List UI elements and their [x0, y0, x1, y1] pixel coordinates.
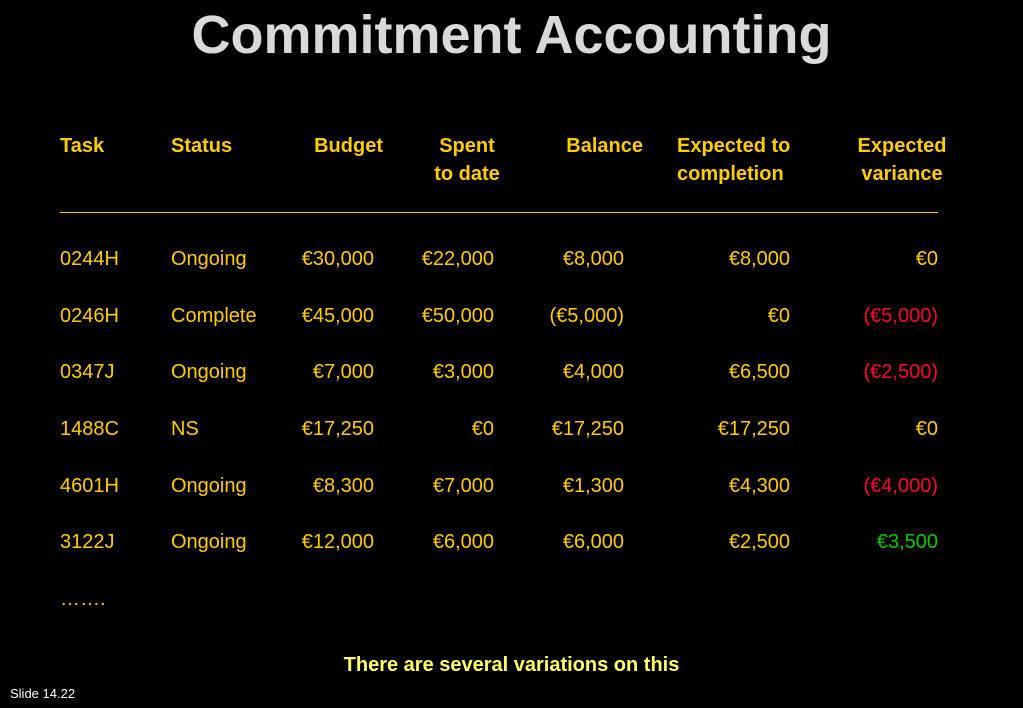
cell-expected-variance: (€4,000) — [863, 475, 938, 497]
header-expected-variance-line1: Expected — [857, 135, 947, 157]
header-status: Status — [171, 135, 233, 157]
cell-balance: €8,000 — [562, 248, 624, 270]
cell-spent: €0 — [471, 418, 494, 440]
cell-budget: €30,000 — [301, 248, 374, 270]
slide-title: Commitment Accounting — [191, 5, 832, 65]
cell-expected-completion: €6,500 — [728, 361, 790, 383]
cell-budget: €12,000 — [301, 531, 374, 553]
header-expected-completion-line2: completion — [677, 163, 784, 185]
header-spent — [412, 132, 522, 188]
cell-task: 3122J — [60, 531, 115, 553]
slide-number: Slide 14.22 — [10, 686, 76, 701]
cell-expected-completion: €4,300 — [728, 475, 790, 497]
cell-task: 1488C — [60, 418, 119, 440]
cell-task: 0244H — [60, 248, 119, 270]
header-expected-completion — [677, 132, 790, 188]
header-expected-variance-line2: variance — [861, 163, 943, 185]
cell-budget: €45,000 — [301, 305, 374, 327]
cell-status: Ongoing — [171, 531, 247, 553]
cell-expected-variance: €0 — [915, 418, 938, 440]
cell-spent: €3,000 — [432, 361, 494, 383]
cell-status: NS — [171, 418, 199, 440]
cell-status: Ongoing — [171, 361, 247, 383]
header-budget: Budget — [314, 135, 383, 157]
cell-status: Complete — [171, 305, 257, 327]
cell-task: 0246H — [60, 305, 119, 327]
cell-expected-completion: €8,000 — [728, 248, 790, 270]
cell-spent: €6,000 — [432, 531, 494, 553]
header-expected-completion-line1: Expected to — [677, 135, 791, 157]
cell-spent: €50,000 — [421, 305, 494, 327]
cell-expected-completion: €2,500 — [728, 531, 790, 553]
cell-balance: €4,000 — [562, 361, 624, 383]
cell-balance: €6,000 — [562, 531, 624, 553]
cell-budget: €7,000 — [312, 361, 374, 383]
cell-spent: €7,000 — [432, 475, 494, 497]
cell-budget: €8,300 — [312, 475, 374, 497]
cell-expected-variance: (€5,000) — [863, 305, 938, 327]
cell-expected-variance: €3,500 — [876, 531, 938, 553]
cell-balance: (€5,000) — [549, 305, 624, 327]
header-spent-line2: to date — [434, 163, 500, 185]
cell-balance: €1,300 — [562, 475, 624, 497]
cell-expected-completion: €17,250 — [717, 418, 790, 440]
cell-expected-variance: (€2,500) — [863, 361, 938, 383]
cell-task: 0347J — [60, 361, 115, 383]
header-expected-variance — [842, 132, 962, 188]
header-balance: Balance — [566, 135, 643, 157]
cell-expected-completion: €0 — [767, 305, 790, 327]
header-task: Task — [60, 135, 105, 157]
cell-expected-variance: €0 — [915, 248, 938, 270]
continuation-ellipsis: ……. — [60, 588, 106, 610]
cell-budget: €17,250 — [301, 418, 374, 440]
cell-status: Ongoing — [171, 475, 247, 497]
cell-task: 4601H — [60, 475, 119, 497]
header-divider — [60, 212, 938, 213]
footer-note: There are several variations on this — [343, 654, 680, 676]
cell-spent: €22,000 — [421, 248, 494, 270]
cell-status: Ongoing — [171, 248, 247, 270]
header-spent-line1: Spent — [439, 135, 495, 157]
cell-balance: €17,250 — [551, 418, 624, 440]
